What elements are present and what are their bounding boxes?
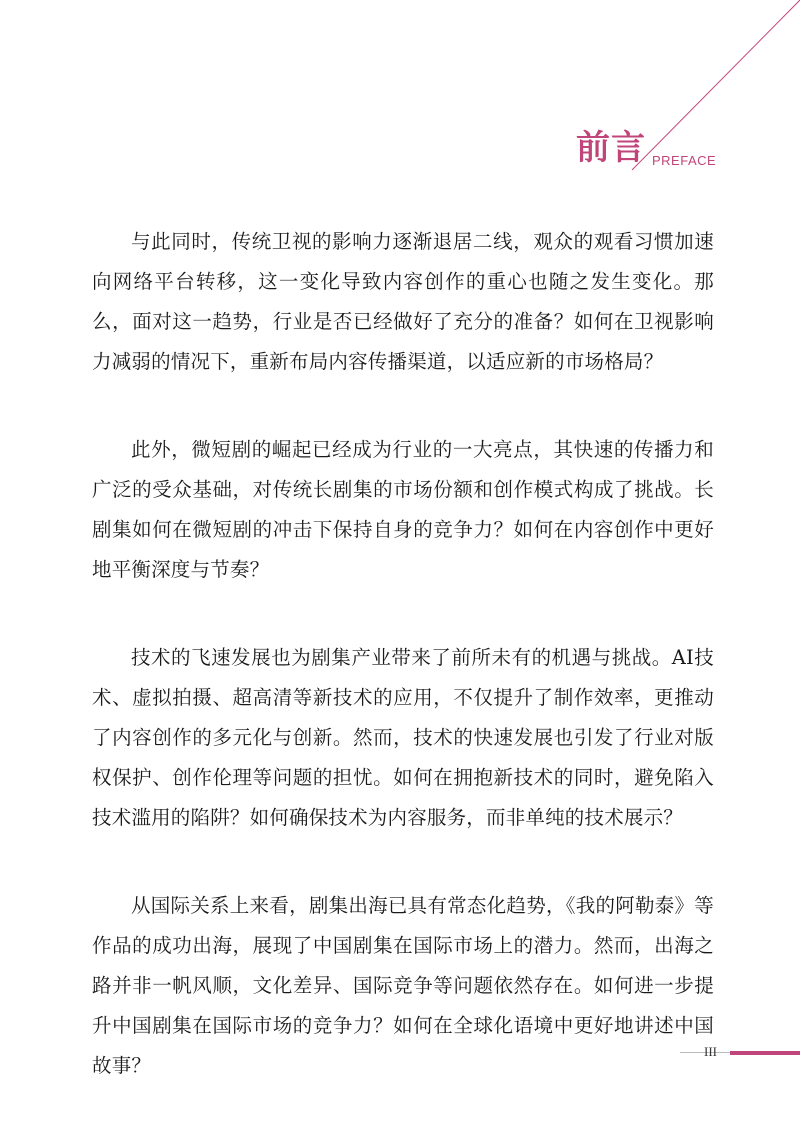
paragraph-3: 技术的飞速发展也为剧集产业带来了前所未有的机遇与挑战。AI技术、虚拟拍摄、超高清等新技术的应用，不仅提升了制作效率，更推动了内容创作的多元化与创新。然而，技术的快速发展也引发了行业对版权保护、创作伦理等问题的担忧。如何在拥抱新技术的同时，避免陷入技术滥用的陷阱？如何确保技术为内容服务，而非单纯的技术展示？	[92, 646, 714, 829]
page-footer-accent-bar	[730, 1051, 800, 1055]
paragraph-2: 此外，微短剧的崛起已经成为行业的一大亮点，其快速的传播力和广泛的受众基础，对传统长剧集的市场份额和创作模式构成了挑战。长剧集如何在微短剧的冲击下保持自身的竞争力？如何在内容创作中更好地平衡深度与节奏？	[92, 438, 714, 581]
paragraph-4: 从国际关系上来看，剧集出海已具有常态化趋势，《我的阿勒泰》等作品的成功出海，展现了中国剧集在国际市场上的潜力。然而，出海之路并非一帆风顺，文化差异、国际竞争等问题依然存在。如何进一步提升中国剧集在国际市场的竞争力？如何在全球化语境中更好地讲述中国故事？	[92, 894, 714, 1077]
heading-title-en: PREFACE	[652, 153, 717, 168]
heading-title-cn: 前言	[576, 128, 646, 168]
page-number: III	[704, 1044, 717, 1059]
preface-body	[92, 222, 714, 1134]
paragraph-1: 与此同时，传统卫视的影响力逐渐退居二线，观众的观看习惯加速向网络平台转移，这一变化导致内容创作的重心也随之发生变化。那么，面对这一趋势，行业是否已经做好了充分的准备？如何在卫视影响力减弱的情况下，重新布局内容传播渠道，以适应新的市场格局？	[92, 230, 714, 373]
